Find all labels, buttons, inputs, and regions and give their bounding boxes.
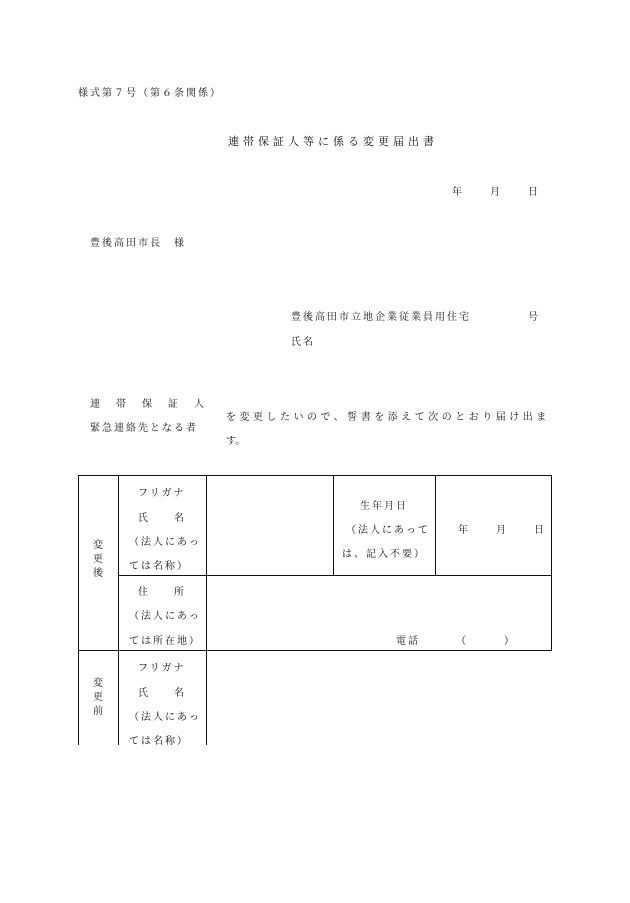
before-label-char: 更 xyxy=(93,692,103,703)
after-label-char: 変 xyxy=(93,540,103,551)
option-emergency-contact: 緊急連絡先となる者 xyxy=(90,423,198,434)
birth-date-label: 生年月日 xyxy=(360,501,408,512)
address-note-1: （法人にあっ xyxy=(129,611,201,622)
name-label-before: 氏 名 xyxy=(138,688,186,699)
furigana-label-before: フリガナ xyxy=(138,663,186,674)
date-year: 年 xyxy=(452,187,462,198)
before-label-char: 変 xyxy=(93,678,103,689)
date-month: 月 xyxy=(490,187,500,198)
name-note-2: ては名称） xyxy=(129,561,189,572)
birth-note-1: （法人にあって xyxy=(346,525,430,536)
before-change-label xyxy=(92,677,104,719)
table-border-left xyxy=(78,475,79,745)
birth-year: 年 xyxy=(458,525,470,536)
birth-note-2: は、記入不要） xyxy=(342,549,426,560)
table-col-divider xyxy=(435,475,436,575)
statement-text-1: を変更したいので、誓書を添えて次のとおり届け出ま xyxy=(226,412,550,423)
housing-number-suffix: 号 xyxy=(528,312,538,323)
address-label: 住 所 xyxy=(138,587,186,598)
birth-day: 日 xyxy=(534,525,546,536)
change-table xyxy=(78,475,552,745)
name-note-1: （法人にあっ xyxy=(129,537,201,548)
phone-label: 電話 xyxy=(396,636,420,647)
name-value-cell-before[interactable] xyxy=(207,651,551,745)
housing-name: 豊後高田市立地企業従業員用住宅 xyxy=(291,312,471,323)
phone-paren: （ ） xyxy=(456,636,520,647)
table-col-divider xyxy=(333,475,334,575)
form-number: 様式第７号（第６条関係） xyxy=(78,88,222,99)
date-day: 日 xyxy=(528,187,538,198)
table-col-divider xyxy=(118,475,119,745)
name-value-cell[interactable] xyxy=(207,476,333,575)
statement-text-2: す。 xyxy=(226,436,246,447)
name-note-1-before: （法人にあっ xyxy=(129,712,201,723)
name-label: 氏 名 xyxy=(138,513,186,524)
document-title: 連帯保証人等に係る変更届出書 xyxy=(228,135,438,148)
furigana-label: フリガナ xyxy=(138,488,186,499)
before-label-char: 前 xyxy=(93,706,103,717)
birth-month: 月 xyxy=(496,525,508,536)
addressee: 豊後高田市長 様 xyxy=(90,238,186,249)
after-change-label xyxy=(92,539,104,581)
address-note-2: ては所在地） xyxy=(129,636,201,647)
table-border-right xyxy=(551,475,552,651)
after-label-char: 更 xyxy=(93,554,103,565)
option-guarantor: 連 帯 保 証 人 xyxy=(90,399,207,410)
name-note-2-before: ては名称） xyxy=(129,736,189,747)
applicant-name-label: 氏名 xyxy=(291,337,315,348)
after-label-char: 後 xyxy=(93,568,103,579)
